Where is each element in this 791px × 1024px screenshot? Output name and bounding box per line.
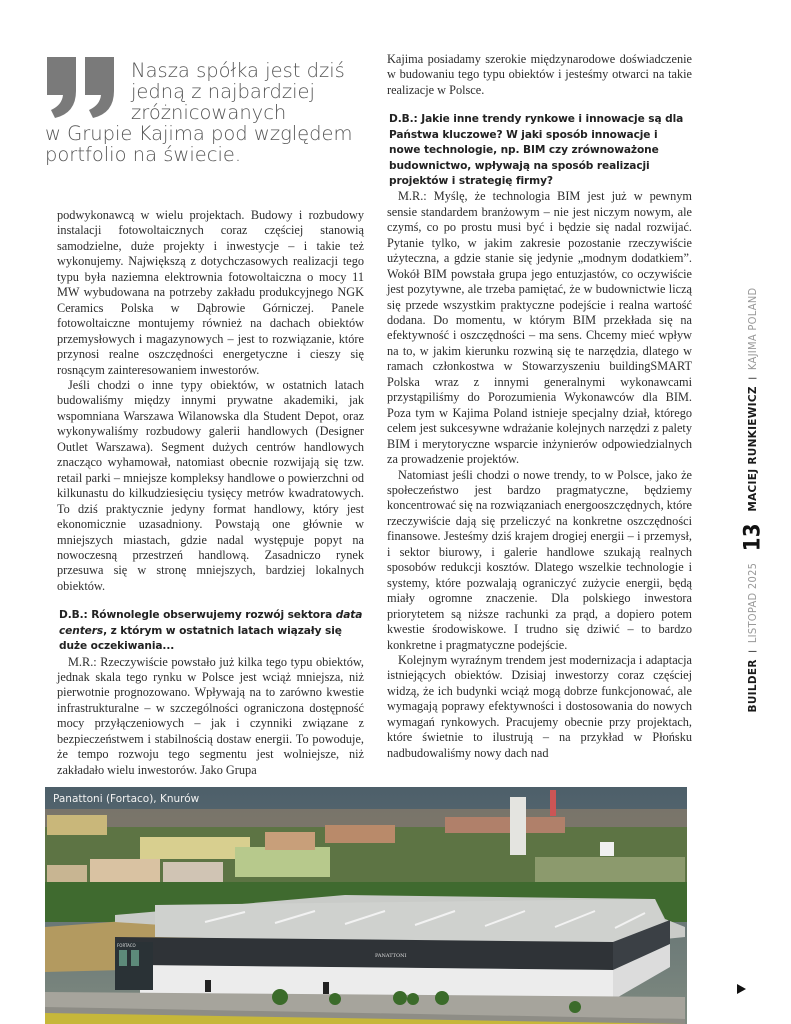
building-sign-main: PANATTONI (375, 953, 407, 959)
next-page-arrow-icon[interactable] (737, 984, 746, 994)
separator: I (746, 376, 759, 380)
body-paragraph: Natomiast jeśli chodzi o nowe trendy, to w Polsce, jako że społeczeństwo jest bardzo pragmatyczne, będziemy koncentrować się na rozwiązaniach energooszczędnych, które rzeczywiście dają się przeliczyć na konkretne oszczędności finansowe. Jesteśmy dziś krajem drogiej energii – i przemysł, i sektor biurowy, i galerie handlowe szukają realnych sposobów redukcji kosztów. Dlatego wszelkie technologie i systemy, które pozwalają ograniczyć zużycie energii, będą miały ogromne znaczenie. Dla polskiego inwestora priorytetem są niższe rachunki za prąd, a dopiero potem kwestie środowiskowe. I trudno się dziwić – to bardzo konkretne i pragmatyczne podejście. (387, 467, 692, 652)
building-sign-left: FORTACO (117, 943, 136, 948)
page-number: 13 (740, 523, 766, 552)
interview-question (57, 608, 364, 654)
magazine-name: BUILDER (747, 659, 759, 713)
body-paragraph: podwykonawcą w wielu projektach. Budowy i rozbudowy instalacji fotowoltaicznych coraz częściej stanowią samodzielne, duże projekty i inwestycje – i takie też wykonujemy. Największą z dotychczasowych realizacji tego typu była naziemna elektrownia fotowoltaiczna o mocy 11 MW wybudowana na potrzeby zakładu produkcyjnego NGK Ceramics Polska w Dąbrowie Górniczej. Panele fotowoltaiczne montujemy również na dachach obiektów przemysłowych i magazynowych – jest to rozwiązanie, które przynosi realne oszczędności energetyczne i cieszy się rosnącym zainteresowaniem inwestorów. (57, 208, 364, 377)
body-paragraph: Kajima posiadamy szerokie międzynarodowe doświadczenie w budowaniu tego typu obiektów i jesteśmy otwarci na takie realizacje w Polsce. (387, 52, 692, 97)
warehouse-aerial-image (45, 787, 687, 1024)
body-paragraph: Kolejnym wyraźnym trendem jest modernizacja i adaptacja istniejących obiektów. Dzisiaj inwestorzy coraz częściej widzą, że ich budynki wciąż mogą dobrze funkcjonować, ale wymagają poprawy efektywności i dostosowania do nowych wymagań rynkowych. Pracujemy obecnie przy projektach, które świetnie to ilustrują – na przykład w Płońsku nadbudowaliśmy nowy dach nad (387, 652, 692, 760)
right-column (387, 52, 692, 761)
body-paragraph: Jeśli chodzi o inne typy obiektów, w ostatnich latach budowaliśmy między innymi prywatne akademiki, jak wspomniana Warszawa Wilanowska dla Student Depot, oraz wykonywaliśmy rozbudowy galerii handlowych (Designer Outlet Warszawa). Segment dużych centrów handlowych znacząco wyhamował, natomiast obecnie rozwijają się tzw. retail parki – mniejsze kompleksy handlowe o powierzchni od kilkunastu do kilkudziesięciu tysięcy metrów kwadratowych. To dziś praktycznie jedyny format handlowy, który jest ekonomicznie uzasadniony. Powstają one głównie w mniejszych miastach, gdzie nadal występuje popyt na nowoczesną przestrzeń handlową. Zasadniczo rynek przesuwa się w stronę mniejszych, bardziej lokalnych obiektów. (57, 377, 364, 593)
pull-quote (45, 55, 365, 180)
interview-answer: M.R.: Rzeczywiście powstało już kilka tego typu obiektów, jednak skala tego rynku w Polsce jest wciąż mniejsza, niż pierwotnie prognozowano. Wpływają na to zarówno kwestie infrastrukturalne – w szczególności ograniczona dostępność mocy przyłączeniowych – jak i czynniki związane z bezpieczeństwem i stabilnością dostaw energii. To powoduje, że tempo rozwoju tego segmentu jest wolniejsze, niż zakładało wielu inwestorów. Jako Grupa (57, 654, 364, 777)
issue-date: LISTOPAD 2025 (746, 562, 759, 644)
project-photo (45, 787, 687, 1024)
question-text: , z którym w ostatnich latach wiązały się duże oczekiwania... (59, 624, 342, 653)
pull-quote-line: w Grupie Kajima pod względem (45, 122, 353, 145)
question-text: D.B.: Równolegle obserwujemy rozwój sektora (59, 609, 336, 622)
left-column (57, 208, 364, 778)
pull-quote-line: Nasza spółka jest dziś (131, 59, 345, 82)
interview-question: D.B.: Jakie inne trendy rynkowe i innowacje są dla Państwa kluczowe? W jaki sposób innowacje i nowe technologie, np. BIM czy zrównoważone budownictwo, wpływają na sposób realizacji projektów i strategię firmy? (389, 113, 684, 187)
pull-quote-line: portfolio na świecie. (45, 143, 242, 166)
quote-mark-icon (45, 55, 117, 119)
separator: I (746, 649, 759, 653)
pull-quote-line: jedną z najbardziej (131, 80, 315, 103)
author-name: MACIEJ RUNKIEWICZ (747, 386, 759, 512)
interview-answer: M.R.: Myślę, że technologia BIM jest już w pewnym sensie standardem branżowym – nie jest niczym nowym, ale czymś, co po prostu musi być i będzie się nadal rozwijać. Pytanie tylko, w jakim zakresie pozostanie rzeczywiście użyteczna, a gdzie stanie się jedynie „modnym dodatkiem”. Wokół BIM powstała grupa jego entuzjastów, co oczywiście jest pozytywne, ale trzeba pamiętać, że w budownictwie liczą się przede wszystkim praktyczne podejście i realna wartość dodana. Do momentu, w którym BIM przekłada się na efektywność i oszczędności – ma sens. Chcemy mieć wpływ na to, w jakim kierunku rozwiną się te narzędzia, dlatego w ramach członkostwa w Stowarzyszeniu buildingSMART Polska wraz z innymi generalnymi wykonawcami przystąpiliśmy do Porozumienia Wykonawców dla BIM. Poza tym w Kajima Poland istnieje specjalny dział, którego celem jest sukcesywne wdrażanie kolejnych narzędzi z palety BIM i merytoryczne wsparcie inżynierów odpowiedzialnych za prowadzenie projektów. (387, 189, 692, 467)
company-name: KAJIMA POLAND (746, 287, 759, 371)
pull-quote-line: zróżnicowanych (131, 101, 287, 124)
question-italic-term: data centers (59, 609, 363, 637)
running-head (738, 287, 768, 713)
photo-caption: Panattoni (Fortaco), Knurów (53, 793, 200, 805)
